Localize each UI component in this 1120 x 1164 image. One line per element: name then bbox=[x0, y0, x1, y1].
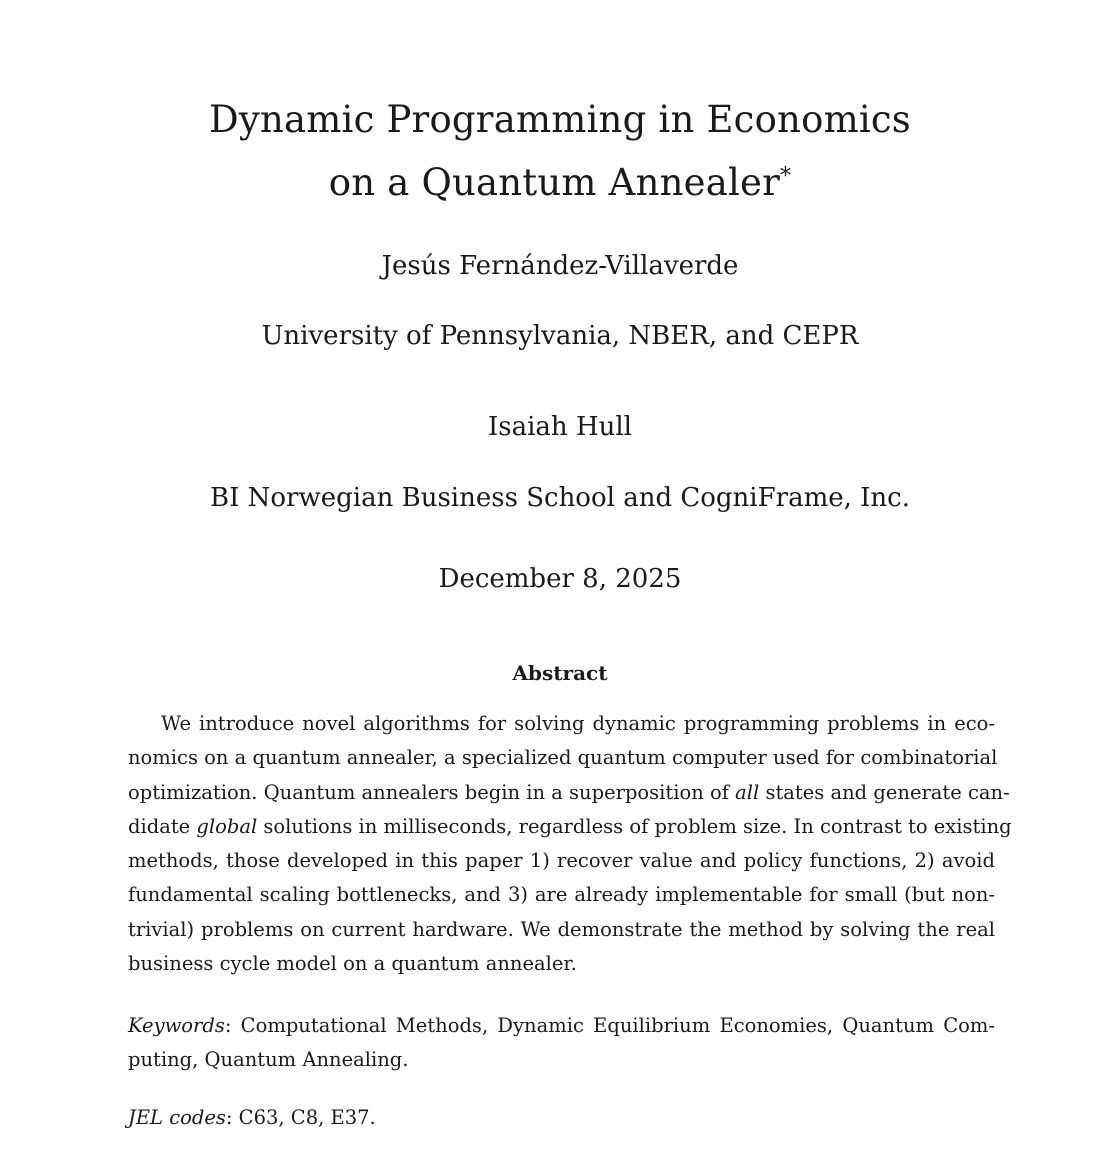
abstract-text: trivial) problems on current hardware. We demonstrate the method by solving the real bbox=[128, 917, 995, 941]
abstract-text: fundamental scaling bottlenecks, and 3) are already implementable for small (but non- bbox=[128, 883, 995, 907]
abstract-text: business cycle model on a quantum annealer. bbox=[128, 952, 577, 976]
author-1-affiliation: University of Pennsylvania, NBER, and CEPR bbox=[261, 321, 859, 351]
abstract-line bbox=[128, 741, 998, 775]
keywords-label: Keywords bbox=[128, 1014, 225, 1037]
abstract-text: We introduce novel algorithms for solving dynamic programming problems in eco- bbox=[161, 712, 995, 735]
keywords-text-1: : Computational Methods, Dynamic Equilibrium Economies, Quantum Com- bbox=[224, 1014, 995, 1037]
author-2-name: Isaiah Hull bbox=[488, 412, 632, 442]
abstract-text: methods, those developed in this paper 1) recover value and policy functions, 2) avoid bbox=[128, 849, 995, 873]
abstract-text: didate bbox=[128, 814, 197, 838]
abstract-emphasis-all: all bbox=[735, 780, 760, 804]
paper-date: December 8, 2025 bbox=[438, 564, 682, 594]
title-footnote-mark[interactable]: * bbox=[780, 164, 792, 189]
abstract-text: optimization. Quantum annealers begin in a superposition of bbox=[128, 780, 736, 804]
paper-title bbox=[0, 88, 1120, 214]
abstract-text: solutions in milliseconds, regardless of problem size. In contrast to existing bbox=[257, 814, 1012, 838]
paper-title-line-2-text: on a Quantum Annealer bbox=[328, 161, 781, 204]
abstract-heading: Abstract bbox=[512, 661, 608, 685]
author-1-name: Jesús Fernández-Villaverde bbox=[381, 251, 739, 281]
abstract-line bbox=[128, 878, 995, 912]
abstract-emphasis-global: global bbox=[196, 814, 258, 838]
abstract-line bbox=[128, 947, 995, 981]
keywords-line-1 bbox=[128, 1009, 995, 1043]
abstract-text: states and generate can- bbox=[759, 780, 1010, 804]
abstract-line bbox=[128, 844, 995, 878]
abstract-text: nomics on a quantum annealer, a specialized quantum computer used for combinatorial bbox=[128, 746, 998, 770]
abstract-line bbox=[128, 707, 995, 741]
jel-value: : C63, C8, E37. bbox=[225, 1106, 376, 1129]
abstract-line bbox=[128, 776, 1010, 810]
author-2-affiliation: BI Norwegian Business School and CogniFrame, Inc. bbox=[210, 483, 910, 513]
jel-codes bbox=[128, 1101, 995, 1135]
paper-title-line-2 bbox=[0, 151, 1120, 214]
keywords bbox=[128, 1009, 995, 1078]
abstract-line bbox=[128, 810, 1012, 844]
paper-title-line-1: Dynamic Programming in Economics bbox=[209, 98, 911, 141]
abstract-line bbox=[128, 913, 995, 947]
jel-label: JEL codes bbox=[128, 1106, 226, 1129]
keywords-line-2: puting, Quantum Annealing. bbox=[128, 1048, 409, 1072]
abstract-body bbox=[128, 707, 1012, 981]
